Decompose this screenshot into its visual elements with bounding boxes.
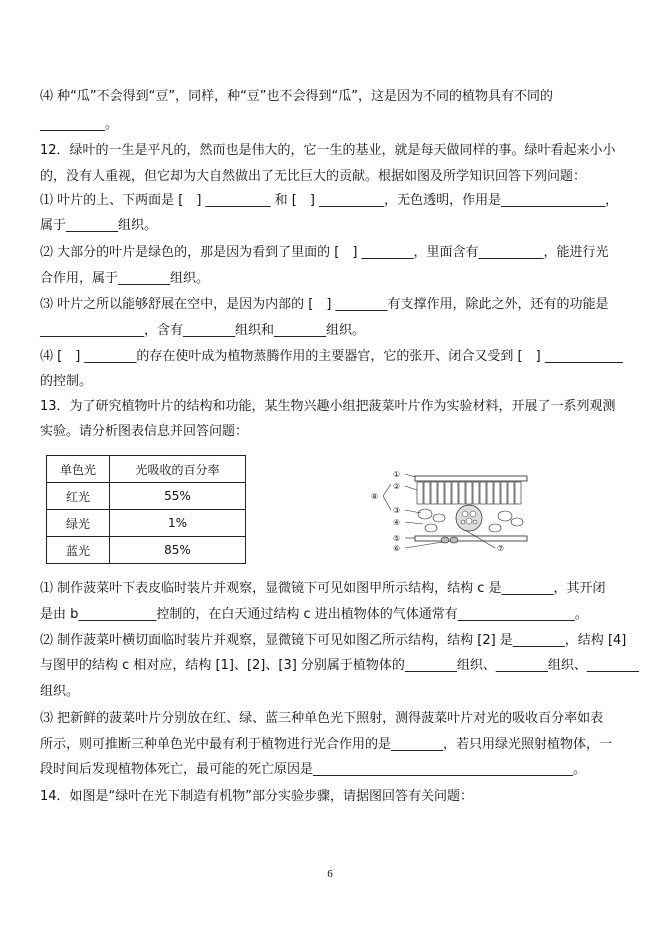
figure-label-8: ⑧ (371, 492, 379, 501)
question-12-2-line1: ⑵ 大部分的叶片是绿色的，那是因为看到了里面的 [ ] ________，里面含有__________，能进行光 (40, 245, 609, 260)
figure-label-4: ④ (393, 518, 401, 527)
light-absorption-table (46, 455, 246, 564)
question-12-1-line2: 属于________组织。 (40, 218, 158, 233)
question-14-line1: 14．如图是“绿叶在光下制造有机物”部分实验步骤，请据图回答有关问题： (40, 789, 474, 804)
table-row (47, 537, 246, 564)
question-13-3-line1: ⑶ 把新鲜的菠菜叶片分别放在红、绿、蓝三种单色光下照射，测得菠菜叶片对光的吸收百分率如表 (40, 711, 604, 726)
question-12-3-line2: ________________，含有________组织和________组织。 (40, 323, 366, 338)
question-13-3-line2: 所示，则可推断三种单色光中最有利于植物进行光合作用的是________，若只用绿光照射植物体，一 (40, 737, 613, 752)
question-11-4-line2: __________。 (40, 117, 119, 132)
table-cell: 55% (110, 483, 246, 510)
table-cell: 绿光 (47, 510, 110, 537)
question-11-4-line1: ⑷ 种“瓜”不会得到“豆”，同样，种“豆”也不会得到“瓜”，这是因为不同的植物具有不同的 (40, 89, 554, 104)
table-header-light: 单色光 (47, 456, 110, 483)
question-13-1-line1: ⑴ 制作菠菜叶下表皮临时装片并观察，显微镜下可见如图甲所示结构，结构 c 是________，其开闭 (40, 581, 606, 596)
question-12-4-line1: ⑷ [ ] ________的存在使叶成为植物蒸腾作用的主要器官，它的张开、闭合又受到 [ ] ____________ (40, 349, 623, 364)
table-row (47, 510, 246, 537)
question-13-2-line2: 与图甲的结构 c 相对应，结构 [1]、[2]、[3] 分别属于植物体的________组织、________组织、________ (40, 658, 639, 673)
leaf-cross-section-figure (365, 466, 535, 558)
table-cell: 85% (110, 537, 246, 564)
question-12-3-line1: ⑶ 叶片之所以能够舒展在空中，是因为内部的 [ ] ________有支撑作用，除此之外，还有的功能是 (40, 297, 609, 312)
table-cell: 蓝光 (47, 537, 110, 564)
figure-label-3: ③ (393, 506, 401, 515)
question-13-1-line2: 是由 b____________控制的，在白天通过结构 c 进出植物体的气体通常有__________________。 (40, 607, 588, 622)
question-12-4-line2: 的控制。 (40, 374, 93, 389)
figure-label-2: ② (393, 482, 401, 491)
figure-label-5: ⑤ (393, 534, 401, 543)
table-row (47, 483, 246, 510)
question-13-2-line3: 组织。 (40, 684, 80, 699)
page-number: 6 (327, 868, 333, 880)
question-13-line2: 实验。请分析图表信息并回答问题： (40, 424, 249, 439)
question-13-3-line3: 段时间后发现植物体死亡，最可能的死亡原因是________________________________________。 (40, 762, 587, 777)
question-12-line2: 的，没有人重视，但它却为大自然做出了无比巨大的贡献。根据如图及所学知识回答下列问题： (40, 169, 587, 184)
figure-label-6: ⑥ (393, 544, 401, 553)
table-cell: 红光 (47, 483, 110, 510)
question-12-line1: 12．绿叶的一生是平凡的，然而也是伟大的，它一生的基业，就是每天做同样的事。绿叶看起来小小 (40, 143, 616, 158)
table-header-absorption: 光吸收的百分率 (110, 456, 246, 483)
question-13-line1: 13．为了研究植物叶片的结构和功能，某生物兴趣小组把菠菜叶片作为实验材料，开展了一系列观测 (40, 399, 616, 414)
question-12-1-line1: ⑴ 叶片的上、下两面是 [ ] __________ 和 [ ] __________，无色透明，作用是________________， (40, 193, 619, 208)
question-13-2-line1: ⑵ 制作菠菜叶横切面临时装片并观察，显微镜下可见如图乙所示结构，结构 [2] 是________，结构 [4] (40, 633, 627, 648)
figure-label-7: ⑦ (497, 544, 505, 553)
table-header-row (47, 456, 246, 483)
table-cell: 1% (110, 510, 246, 537)
figure-label-1: ① (393, 470, 401, 479)
question-12-2-line2: 合作用，属于________组织。 (40, 271, 210, 286)
